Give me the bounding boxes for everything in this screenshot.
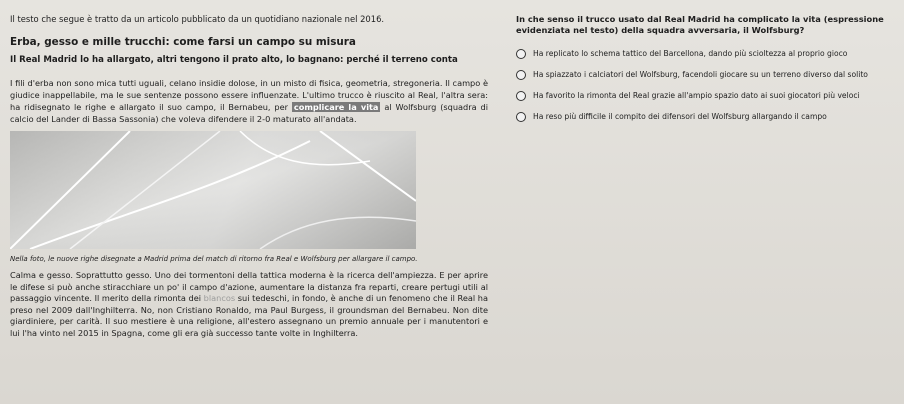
photo-caption: Nella foto, le nuove righe disegnate a Madrid prima del match di ritorno fra Real e Wolfsburg per allargare il campo. bbox=[10, 255, 418, 263]
quiz-option-d-label: Ha reso più difficile il compito dei difensori del Wolfsburg allargando il campo bbox=[533, 112, 827, 121]
quiz-options bbox=[516, 48, 900, 122]
quiz-question: In che senso il trucco usato dal Real Madrid ha complicato la vita (espressione evidenziata nel testo) della squadra avversaria, il Wolfsburg? bbox=[516, 14, 884, 35]
radio-button-icon[interactable] bbox=[516, 91, 526, 101]
quiz-option-c[interactable] bbox=[516, 90, 900, 101]
paragraph-2-text-a: Calma e gesso. Soprattutto gesso. Uno dei tormentoni della tattica moderna è la ricerca dell'ampiezza. E per aprire le difese si può anche stiracchiare un po' il campo d'azione, aumentare la distanza fra reparti, creare pertugi utili al passaggio vincente. Il merito della rimonta dei bbox=[10, 270, 488, 303]
quiz-option-a[interactable] bbox=[516, 48, 900, 59]
blancos-term: blancos bbox=[203, 293, 236, 303]
radio-button-icon[interactable] bbox=[516, 49, 526, 59]
quiz-option-d[interactable] bbox=[516, 111, 900, 122]
pitch-lines-image bbox=[10, 131, 416, 249]
quiz-option-b-label: Ha spiazzato i calciatori del Wolfsburg, facendoli giocare su un terreno diverso dal solito bbox=[533, 70, 868, 79]
article-paragraph-2 bbox=[10, 270, 488, 339]
paragraph-1-text-b: al Wolfsburg (squadra di calcio del Lander di Bassa Sassonia) che voleva difendere il 2-0 maturato all'andata. bbox=[10, 102, 488, 124]
quiz-option-c-label: Ha favorito la rimonta del Real grazie all'ampio spazio dato ai suoi giocatori più veloci bbox=[533, 91, 860, 100]
article-paragraph-1 bbox=[10, 77, 488, 125]
article-intro: Il testo che segue è tratto da un articolo pubblicato da un quotidiano nazionale nel 2016. bbox=[10, 14, 385, 24]
quiz-panel bbox=[516, 14, 900, 132]
quiz-option-b[interactable] bbox=[516, 69, 900, 80]
article-column bbox=[10, 14, 488, 339]
quiz-option-a-label: Ha replicato lo schema tattico del Barcellona, dando più scioltezza al proprio gioco bbox=[533, 49, 848, 58]
pitch-photo bbox=[10, 131, 416, 249]
paragraph-1-text-a: I fili d'erba non sono mica tutti uguali, celano insidie dolose, in un misto di fisica, geometria, stregoneria. Il campo è giudice inappellabile, ma le sue sentenze possono essere influenzate. L'ultimo trucco è riuscito al Real, l'altra sera: ha ridisegnato le righe e allargato il suo campo, il Bernabeu, per bbox=[10, 78, 488, 112]
radio-button-icon[interactable] bbox=[516, 70, 526, 80]
paragraph-2-text-b: sui tedeschi, in fondo, è anche di un fenomeno che il Real ha preso nel 2009 dall'Inghilterra. No, non Cristiano Ronaldo, ma Paul Burgess, il groundsman del Bernabeu. Non dite giardiniere, per carità. Il suo mestiere è una religione, all'estero assegnano un premio annuale per i manutentori e lui l'ha vinto nel 2015 in Spagna, come gli era già successo tante volte in Inghilterra. bbox=[10, 293, 488, 338]
highlighted-expression: complicare la vita bbox=[293, 102, 379, 112]
article-subhead: Il Real Madrid lo ha allargato, altri tengono il prato alto, lo bagnano: perché il terreno conta bbox=[10, 55, 458, 65]
radio-button-icon[interactable] bbox=[516, 112, 526, 122]
article-headline: Erba, gesso e mille trucchi: come farsi un campo su misura bbox=[10, 36, 356, 48]
